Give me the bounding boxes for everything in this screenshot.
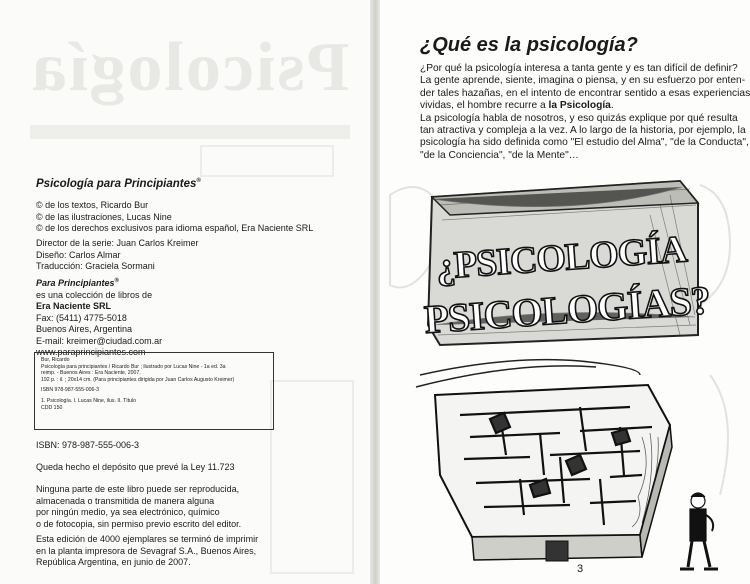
rights-line: por ningún medio, ya sea electrónico, químico bbox=[36, 507, 220, 517]
text-line: psicología ha sido definida como "El estudio del Alma", "de la Conducta", bbox=[420, 137, 749, 149]
illustration-word-2: PSICOLOGÍAS? bbox=[422, 277, 712, 342]
staff-line: Diseño: Carlos Almar bbox=[36, 249, 121, 260]
publisher-line: E-mail: kreimer@ciudad.com.ar bbox=[36, 335, 163, 346]
copyright-block bbox=[36, 200, 313, 235]
text-line: "de la Conciencia", "de la Mente"… bbox=[420, 149, 579, 161]
rights-line: Ninguna parte de este libro puede ser reproducida, bbox=[36, 484, 240, 494]
staff-line: Director de la serie: Juan Carlos Kreimer bbox=[36, 238, 199, 248]
text-line: vividas, el hombre recurre a la Psicología. bbox=[420, 100, 614, 112]
rights-line: o de fotocopia, sin permiso previo escrito del editor. bbox=[36, 518, 242, 529]
publisher-block bbox=[36, 276, 162, 359]
left-page bbox=[0, 0, 370, 584]
catalog-box bbox=[34, 352, 274, 430]
book-title: Psicología para Principiantes® bbox=[36, 178, 201, 190]
catalog-line: Bur, Ricardo bbox=[41, 357, 70, 363]
staff-block bbox=[36, 238, 199, 273]
catalog-line: 192 p. : il. ; 20x14 cm. (Para principiantes dirigida por Juan Carlos Augusto Kreimer) bbox=[41, 376, 235, 383]
copyright-line: © de los textos, Ricardo Bur bbox=[36, 200, 149, 210]
edition-line: República Argentina, en junio de 2007. bbox=[36, 557, 191, 567]
catalog-line: 1. Psicología. I. Lucas Nine, ilus. II. Título bbox=[41, 397, 137, 404]
illustration-word-1: ¿PSICOLOGÍA bbox=[434, 228, 688, 288]
page-title: ¿Qué es la psicología? bbox=[420, 34, 638, 56]
cover-show-through-figure bbox=[270, 380, 354, 574]
catalog-line: Psicología para principiantes / Ricardo Bur ; ilustrado por Lucas Nine - 1a ed. 3a bbox=[41, 363, 226, 370]
maze-box bbox=[435, 385, 672, 561]
legal-deposit: Queda hecho el depósito que prevé la Ley 11.723 bbox=[36, 462, 235, 472]
lid-sketch bbox=[416, 360, 640, 387]
publisher-line: Fax: (5411) 4775-5018 bbox=[36, 312, 127, 323]
rights-line: almacenada o transmitida de manera alguna bbox=[36, 495, 215, 506]
cover-show-through-box bbox=[200, 145, 334, 177]
book-gutter bbox=[370, 0, 380, 584]
copyright-line: © de los derechos exclusivos para idioma español, Era Naciente SRL bbox=[36, 223, 314, 233]
series-name: Para Principiantes® bbox=[36, 278, 119, 288]
publisher-line: Buenos Aires, Argentina bbox=[36, 324, 133, 334]
edition-block bbox=[36, 534, 258, 569]
copyright-line: © de las ilustraciones, Lucas Nine bbox=[36, 211, 172, 222]
rights-block bbox=[36, 484, 241, 530]
publisher-name: Era Naciente SRL bbox=[36, 301, 112, 311]
emphasis-psicologia: la Psicología bbox=[548, 100, 611, 112]
page-number: 3 bbox=[577, 563, 584, 575]
maze-box-illustration bbox=[380, 175, 750, 584]
catalog-line: CDD 150 bbox=[41, 404, 63, 411]
catalog-line: ISBN 978-987-555-006-3 bbox=[41, 387, 99, 394]
cover-show-through-bar bbox=[30, 125, 350, 139]
catalog-line: reimp. - Buenos Aires : Era Naciente, 2007. bbox=[41, 370, 141, 377]
publisher-line: www.paraprincipiantes.com bbox=[36, 347, 146, 357]
lettered-box bbox=[423, 181, 711, 345]
edition-line: Esta edición de 4000 ejemplares se terminó de imprimir bbox=[36, 534, 259, 544]
text-line: tan atractiva y compleja a la vez. A lo largo de la historia, por ejemplo, la bbox=[420, 125, 746, 137]
text-line: La psicología habla de nosotros, y eso quizás explique por qué resulta bbox=[420, 112, 738, 124]
little-man-figure bbox=[680, 493, 718, 569]
staff-line: Traducción: Graciela Sormani bbox=[36, 261, 155, 271]
isbn: ISBN: 978-987-555-006-3 bbox=[36, 440, 140, 450]
text-line: La gente aprende, siente, imagina o piensa, y en su esfuerzo por enten- bbox=[420, 75, 746, 87]
edition-line: en la planta impresora de Sevagraf S.A., Buenos Aires, bbox=[36, 545, 257, 556]
text-line: ¿Por qué la psicología interesa a tanta gente y es tan difícil de definir? bbox=[420, 63, 738, 74]
right-page bbox=[380, 0, 750, 584]
intro-paragraph bbox=[420, 63, 750, 162]
cover-show-through-title: Psicología bbox=[30, 29, 350, 106]
text-line: der tales hazañas, en el intento de encontrar sentido a esas experiencias bbox=[420, 87, 750, 99]
publisher-line: es una colección de libros de bbox=[36, 289, 153, 300]
